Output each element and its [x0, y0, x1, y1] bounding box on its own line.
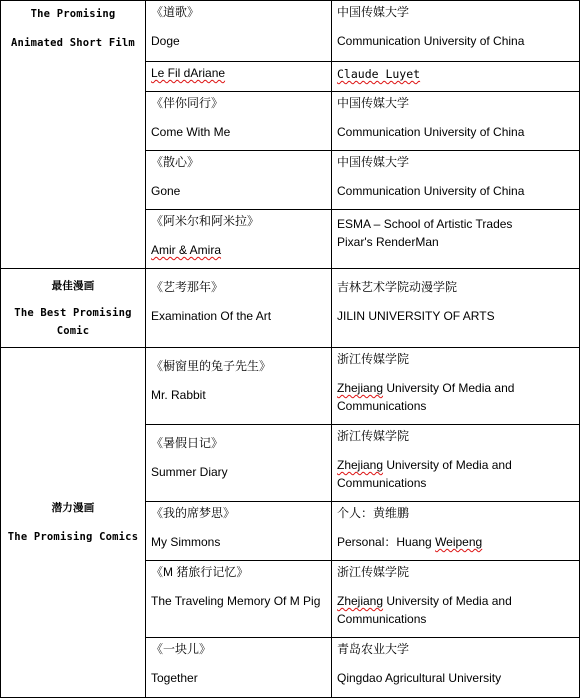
work-title-en: Gone	[151, 184, 181, 198]
school-name-en: ESMA – School of Artistic Trades	[337, 217, 513, 231]
work-title-en: Summer Diary	[151, 465, 228, 479]
work-title-cn: 《橱窗里的兔子先生》	[151, 359, 272, 373]
school-name-cn: 浙江传媒学院	[337, 429, 410, 443]
work-title-cn: 《暑假日记》	[151, 436, 224, 450]
work-cell	[146, 1, 332, 62]
school-name-cn: 中国传媒大学	[337, 5, 410, 19]
work-title-en: Le Fil dAriane	[151, 66, 226, 80]
school-name-en: Communication University of China	[337, 34, 525, 48]
school-name-en: Claude Luyet	[337, 67, 421, 81]
work-cell	[146, 638, 332, 698]
school-name-en-part: Zhejiang	[337, 594, 384, 608]
school-name-en: Communication University of China	[337, 125, 525, 139]
category-title: The Promising Comics	[7, 531, 139, 543]
school-cell	[332, 638, 580, 698]
work-cell	[146, 210, 332, 269]
work-title-cn: 《伴你同行》	[151, 96, 224, 110]
school-name-en	[337, 533, 574, 551]
school-name-en: Pixar's RenderMan	[337, 235, 439, 249]
school-name-en-part: Weipeng	[435, 535, 483, 549]
work-cell	[146, 92, 332, 151]
school-name-en-part: Personal：Huang	[337, 535, 436, 549]
category-title-cn: 潜力漫画	[51, 502, 95, 514]
school-cell	[332, 502, 580, 561]
category-cell	[1, 348, 146, 698]
table-row	[1, 348, 580, 425]
school-cell	[332, 425, 580, 502]
work-cell	[146, 269, 332, 348]
school-name-en-part: Zhejiang	[337, 381, 384, 395]
work-title-en: Mr. Rabbit	[151, 388, 206, 402]
work-title-en: Amir & Amira	[151, 243, 222, 257]
work-title-en: Examination Of the Art	[151, 309, 272, 323]
work-cell	[146, 62, 332, 92]
school-name-en-part: University of Media and Communications	[337, 594, 512, 626]
school-name-en: Qingdao Agricultural University	[337, 671, 502, 685]
work-cell	[146, 151, 332, 210]
work-title-cn: 《散心》	[151, 155, 200, 169]
school-cell	[332, 151, 580, 210]
work-title-en: Come With Me	[151, 125, 231, 139]
school-cell	[332, 348, 580, 425]
school-name-en	[337, 592, 574, 628]
table-row	[1, 1, 580, 62]
table-row	[1, 269, 580, 348]
category-cell	[1, 1, 146, 269]
school-name-en: JILIN UNIVERSITY OF ARTS	[337, 309, 495, 323]
school-name-cn: 中国传媒大学	[337, 96, 410, 110]
work-title-cn: 《阿米尔和阿米拉》	[151, 214, 260, 228]
school-name-cn: 个人：黄维鹏	[337, 506, 410, 520]
school-cell	[332, 269, 580, 348]
school-name-cn: 吉林艺术学院动漫学院	[337, 280, 458, 294]
category-title-cn: 最佳漫画	[51, 279, 95, 292]
school-cell	[332, 1, 580, 62]
work-cell	[146, 502, 332, 561]
school-name-en	[337, 379, 574, 415]
category-title: Animated Short Film	[11, 37, 135, 49]
work-title-cn: 《艺考那年》	[151, 280, 224, 294]
school-cell	[332, 62, 580, 92]
work-title-cn: 《我的席梦思》	[151, 506, 236, 520]
work-title-en: Doge	[151, 34, 180, 48]
school-name-en	[337, 456, 574, 492]
school-name-en-part: University of Media and Communications	[337, 458, 512, 490]
school-name-cn: 浙江传媒学院	[337, 352, 410, 366]
school-name-cn: 青岛农业大学	[337, 642, 410, 656]
work-cell	[146, 425, 332, 502]
school-name-en: Communication University of China	[337, 184, 525, 198]
work-title-cn: 《道歌》	[151, 5, 200, 19]
category-cell	[1, 269, 146, 348]
work-title-en: The Traveling Memory Of M Pig	[151, 594, 321, 608]
work-title-cn: 《一块儿》	[151, 642, 212, 656]
category-title: Comic	[56, 324, 90, 337]
category-title: The Best Promising	[14, 306, 132, 319]
school-cell	[332, 92, 580, 151]
school-name-cn: 浙江传媒学院	[337, 565, 410, 579]
work-cell	[146, 561, 332, 638]
work-cell	[146, 348, 332, 425]
school-cell	[332, 210, 580, 269]
work-title-en: Together	[151, 671, 198, 685]
school-name-cn: 中国传媒大学	[337, 155, 410, 169]
category-title: The Promising	[30, 8, 116, 20]
school-name-en-part: University Of Media and Communications	[337, 381, 515, 413]
work-title-cn: 《M 猪旅行记忆》	[151, 565, 249, 579]
work-title-en: My Simmons	[151, 535, 221, 549]
school-name-en-part: Zhejiang	[337, 458, 384, 472]
school-cell	[332, 561, 580, 638]
